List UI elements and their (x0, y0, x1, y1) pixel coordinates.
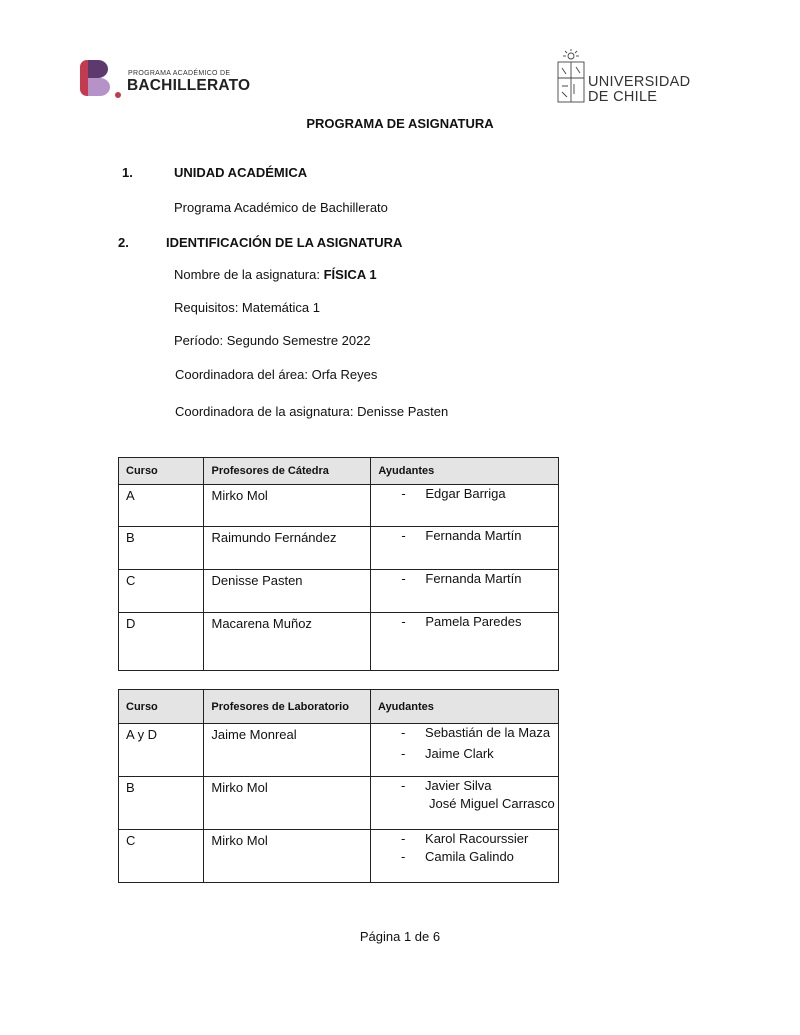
table-row (119, 830, 559, 883)
university-name (588, 75, 690, 105)
header-profesores: Profesores de Cátedra (204, 458, 371, 485)
table-row (119, 570, 559, 613)
header-ayudantes: Ayudantes (371, 458, 559, 485)
cell-curso: B (119, 777, 204, 830)
ayudante-item (371, 724, 558, 745)
ayudante-item (371, 745, 558, 763)
cell-ayudantes (371, 724, 559, 777)
coordinadora-asignatura: Coordinadora de la asignatura: Denisse Pasten (175, 404, 449, 419)
ayudante-name: Javier Silva (425, 778, 492, 793)
section2-title: IDENTIFICACIÓN DE LA ASIGNATURA (166, 235, 403, 250)
cell-ayudantes (371, 570, 559, 613)
table-catedra (118, 457, 559, 671)
coordinadora-area: Coordinadora del área: Orfa Reyes (175, 367, 378, 382)
section2-number: 2. (118, 235, 129, 250)
ayudante-item (371, 527, 558, 545)
cell-curso: D (119, 613, 204, 671)
cell-profesor: Denisse Pasten (204, 570, 371, 613)
header-profesores: Profesores de Laboratorio (204, 690, 371, 724)
ayudante-item (371, 570, 558, 588)
ayudante-item (371, 848, 558, 866)
ayudante-name: José Miguel Carrasco (429, 796, 555, 811)
universidad-logo (556, 48, 696, 108)
table-laboratorio (118, 689, 559, 883)
logo-title: BACHILLERATO (127, 77, 251, 94)
subject-name-label: Nombre de la asignatura: (174, 267, 324, 282)
bachillerato-logo-mark (78, 58, 126, 100)
cell-curso: A y D (119, 724, 204, 777)
section1-number: 1. (122, 165, 133, 180)
table-row (119, 527, 559, 570)
subject-name-value: FÍSICA 1 (323, 267, 377, 282)
ayudante-name: Camila Galindo (425, 849, 514, 864)
dash-icon: - (401, 486, 406, 501)
cell-ayudantes (371, 613, 559, 671)
header-curso: Curso (119, 690, 204, 724)
table-row (119, 724, 559, 777)
ayudante-name: Pamela Paredes (425, 614, 522, 629)
dash-icon: - (401, 571, 406, 586)
cell-profesor: Mirko Mol (204, 830, 371, 883)
ayudante-name: Fernanda Martín (425, 528, 522, 543)
cell-curso: C (119, 830, 204, 883)
ayudante-item (371, 485, 558, 503)
cell-ayudantes (371, 777, 559, 830)
ayudante-name: Sebastián de la Maza (425, 725, 551, 740)
section1-title: UNIDAD ACADÉMICA (174, 165, 308, 180)
university-crest-icon (556, 48, 586, 104)
ayudante-item (371, 795, 558, 813)
header-ayudantes: Ayudantes (371, 690, 559, 724)
dash-icon: - (401, 725, 406, 740)
dash-icon: - (401, 778, 406, 793)
cell-ayudantes (371, 830, 559, 883)
dash-icon: - (401, 528, 406, 543)
table-header-row (119, 458, 559, 485)
cell-ayudantes (371, 527, 559, 570)
periodo: Período: Segundo Semestre 2022 (174, 333, 371, 348)
cell-profesor: Mirko Mol (204, 777, 371, 830)
header-curso: Curso (119, 458, 204, 485)
subject-name (174, 267, 377, 282)
page-footer: Página 1 de 6 (359, 929, 441, 944)
table-row (119, 613, 559, 671)
ayudante-name: Karol Racourssier (425, 831, 529, 846)
cell-profesor: Mirko Mol (204, 485, 371, 527)
page-title: PROGRAMA DE ASIGNATURA (306, 116, 494, 131)
dash-icon: - (401, 614, 406, 629)
ayudante-item (371, 830, 558, 848)
dash-icon: - (401, 849, 406, 864)
ayudante-item (371, 777, 558, 795)
ayudante-name: Jaime Clark (425, 746, 494, 761)
requisitos: Requisitos: Matemática 1 (174, 300, 320, 315)
cell-profesor: Macarena Muñoz (204, 613, 371, 671)
ayudante-item (371, 613, 558, 631)
dash-icon: - (401, 831, 406, 846)
table-header-row (119, 690, 559, 724)
table-row (119, 485, 559, 527)
university-name-line1: UNIVERSIDAD (588, 74, 691, 90)
section1-text: Programa Académico de Bachillerato (174, 200, 388, 215)
ayudante-name: Fernanda Martín (425, 571, 522, 586)
cell-curso: B (119, 527, 204, 570)
logo-subtitle: PROGRAMA ACADÉMICO DE (128, 70, 231, 77)
bachillerato-logo (78, 58, 251, 100)
university-name-line2: DE CHILE (588, 89, 658, 105)
dash-icon: - (401, 746, 406, 761)
cell-ayudantes (371, 485, 559, 527)
cell-profesor: Raimundo Fernández (204, 527, 371, 570)
table-row (119, 777, 559, 830)
cell-curso: A (119, 485, 204, 527)
ayudante-name: Edgar Barriga (425, 486, 506, 501)
cell-profesor: Jaime Monreal (204, 724, 371, 777)
cell-curso: C (119, 570, 204, 613)
